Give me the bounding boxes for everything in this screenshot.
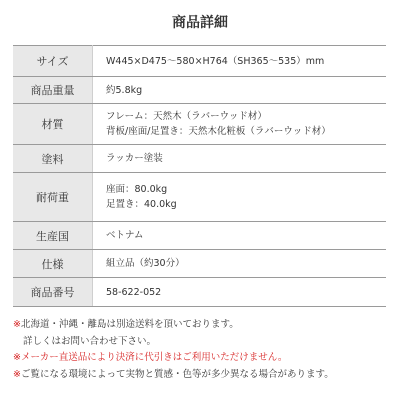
note-shipping (13, 317, 393, 334)
notes-block (13, 317, 393, 383)
table-row (13, 145, 386, 173)
row-label-material: 材質 (13, 104, 93, 145)
note-text: 詳しくはお問い合わせ下さい。 (23, 335, 157, 347)
value-line: 背板/座面/足置き：天然木化粧板（ラバーウッド材） (106, 126, 331, 137)
note-mark: ※ (13, 352, 21, 363)
row-value-spec (93, 250, 387, 278)
note-payment (13, 350, 393, 367)
row-value-material (93, 104, 387, 145)
row-label-product-number: 商品番号 (13, 278, 93, 307)
row-value-paint (93, 145, 387, 173)
table-row (13, 46, 386, 77)
note-text: メーカー直送品により決済に代引きはご利用いただけません。 (20, 352, 288, 363)
spec-table (13, 45, 386, 307)
value-line: W445×D475〜580×H764（SH365〜535）mm (106, 55, 325, 67)
table-row (13, 222, 386, 250)
row-label-size: サイズ (13, 46, 93, 77)
value-line: フレーム：天然木（ラバーウッド材） (106, 111, 267, 122)
table-row (13, 250, 386, 278)
value-line: ラッカー塗装 (106, 153, 163, 164)
table-row (13, 173, 386, 222)
value-line: 足置き：40.0kg (106, 199, 177, 210)
row-value-weight (93, 77, 387, 104)
row-label-spec: 仕様 (13, 250, 93, 278)
note-text: ご覧になる環境によって実物と質感・色等が多少異なる場合があります。 (20, 368, 334, 380)
table-row (13, 104, 386, 145)
note-mark: ※ (13, 319, 21, 330)
row-label-country: 生産国 (13, 222, 93, 250)
table-row (13, 278, 386, 307)
row-label-load: 耐荷重 (13, 173, 93, 222)
note-mark: ※ (13, 368, 21, 380)
value-line: 約5.8kg (106, 84, 143, 96)
value-line: 58-622-052 (106, 286, 162, 298)
row-value-size (93, 46, 387, 77)
value-line: ベトナム (106, 230, 144, 241)
value-line: 座面：80.0kg (106, 184, 168, 195)
table-row (13, 77, 386, 104)
note-color (13, 367, 393, 384)
section-title: 商品詳細 (172, 15, 228, 31)
row-value-load (93, 173, 387, 222)
row-label-paint: 塗料 (13, 145, 93, 173)
note-text: 北海道・沖縄・離島は別途送料を頂いております。 (20, 319, 239, 330)
note-contact (13, 334, 393, 351)
value-line: 組立品（約30分） (106, 258, 185, 269)
row-value-country (93, 222, 387, 250)
row-label-weight: 商品重量 (13, 77, 93, 104)
row-value-product-number (93, 278, 387, 307)
